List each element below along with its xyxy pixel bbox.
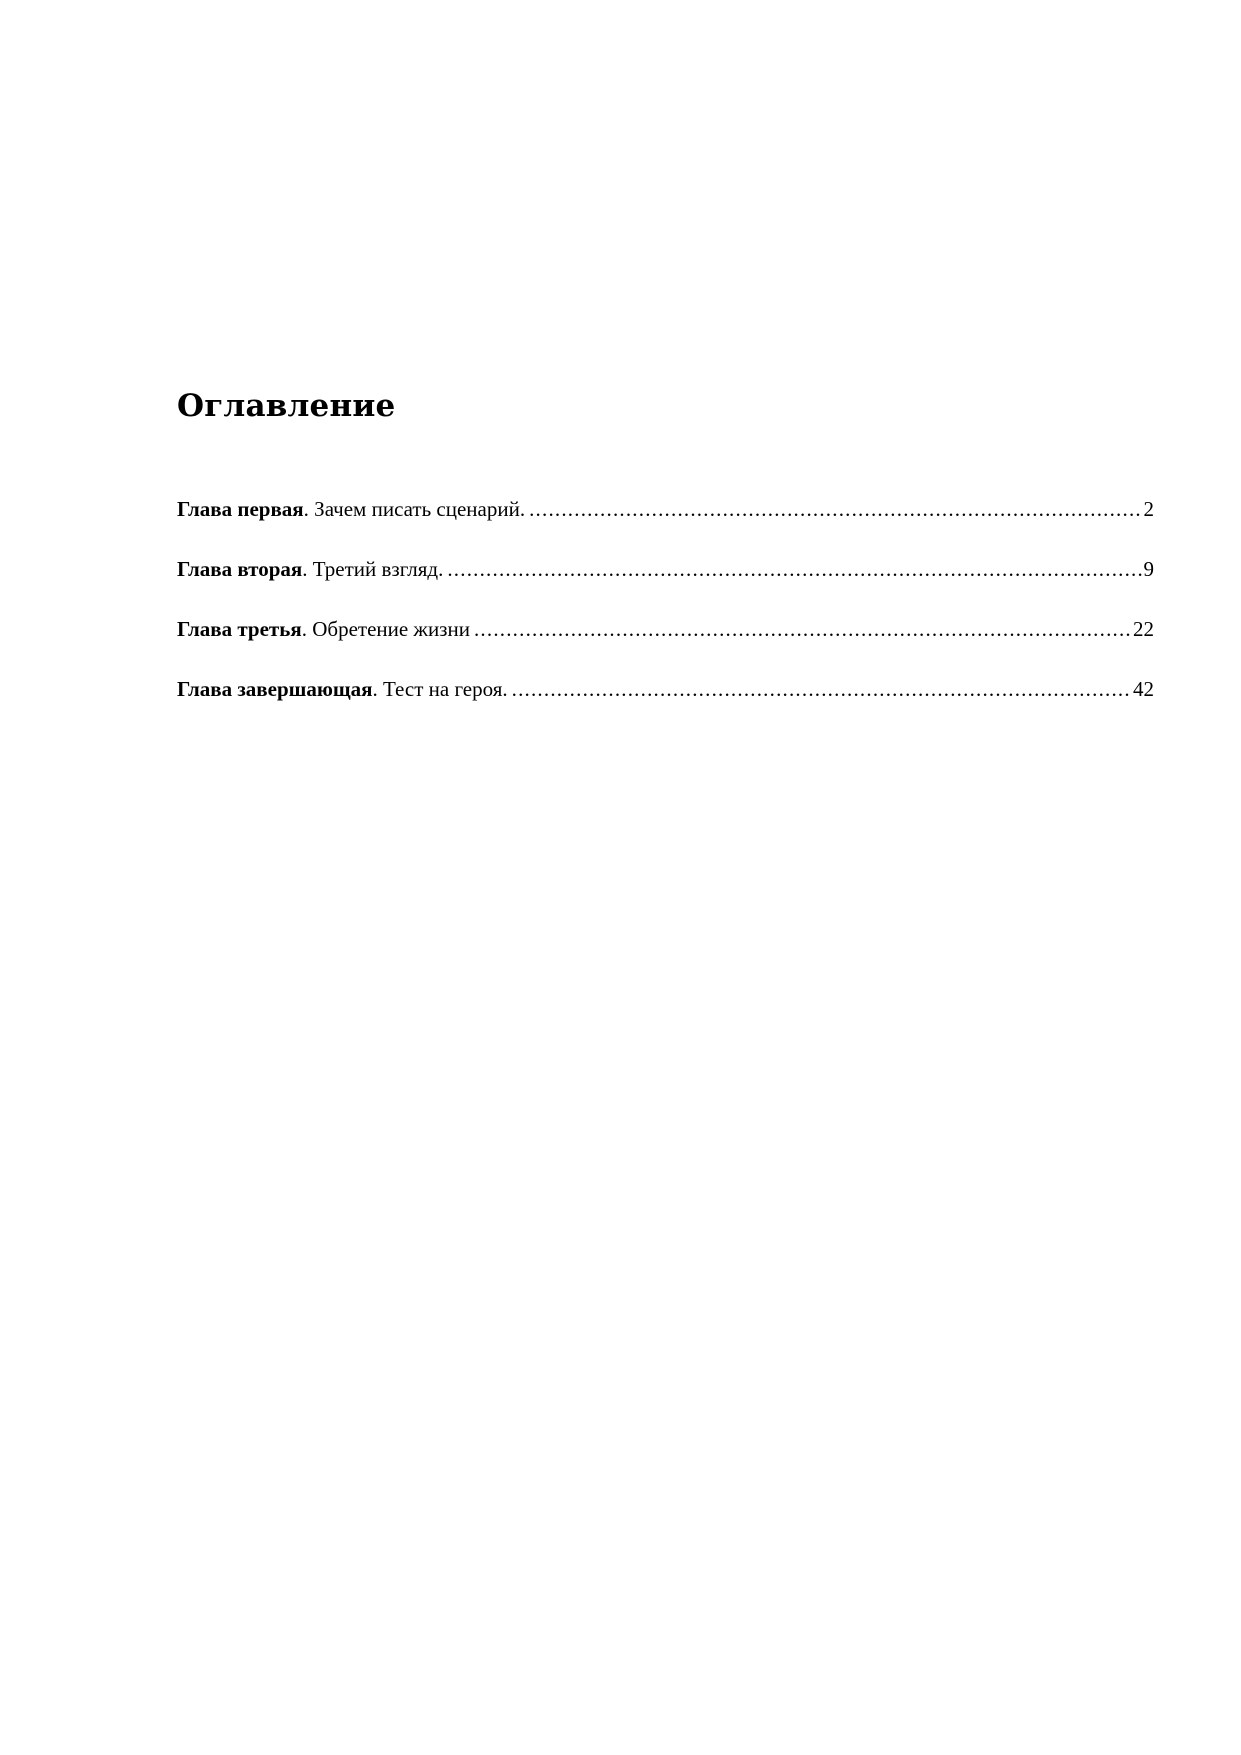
toc-entry-heading	[177, 494, 525, 524]
toc-entry-chapter-2[interactable]	[177, 554, 1154, 584]
toc-entry-heading	[177, 554, 443, 584]
chapter-label: Глава завершающая	[177, 677, 373, 701]
chapter-title: Тест на героя.	[377, 677, 508, 701]
dot-leader	[447, 554, 1141, 584]
toc-entry-heading	[177, 674, 508, 704]
dot-leader	[474, 614, 1131, 644]
dot-leader	[512, 674, 1131, 704]
toc-entry-chapter-3[interactable]	[177, 614, 1154, 644]
chapter-label: Глава вторая	[177, 557, 303, 581]
toc-entry-chapter-final[interactable]	[177, 674, 1154, 704]
chapter-separator: .	[301, 617, 307, 641]
toc-list	[177, 494, 1154, 734]
chapter-title: Зачем писать сценарий.	[308, 497, 526, 521]
chapter-separator: .	[372, 677, 378, 701]
page-number: 42	[1133, 677, 1154, 701]
toc-entry-chapter-1[interactable]	[177, 494, 1154, 524]
toc-entry-heading	[177, 614, 470, 644]
chapter-title: Обретение жизни	[306, 617, 470, 641]
page-number: 2	[1143, 497, 1154, 521]
chapter-separator: .	[302, 557, 308, 581]
page-number: 22	[1133, 617, 1154, 641]
chapter-label: Глава первая	[177, 497, 304, 521]
chapter-title: Третий взгляд.	[307, 557, 444, 581]
chapter-separator: .	[303, 497, 309, 521]
toc-title: Оглавление	[177, 388, 396, 424]
chapter-label: Глава третья	[177, 617, 302, 641]
page-number: 9	[1143, 557, 1154, 581]
dot-leader	[529, 494, 1141, 524]
